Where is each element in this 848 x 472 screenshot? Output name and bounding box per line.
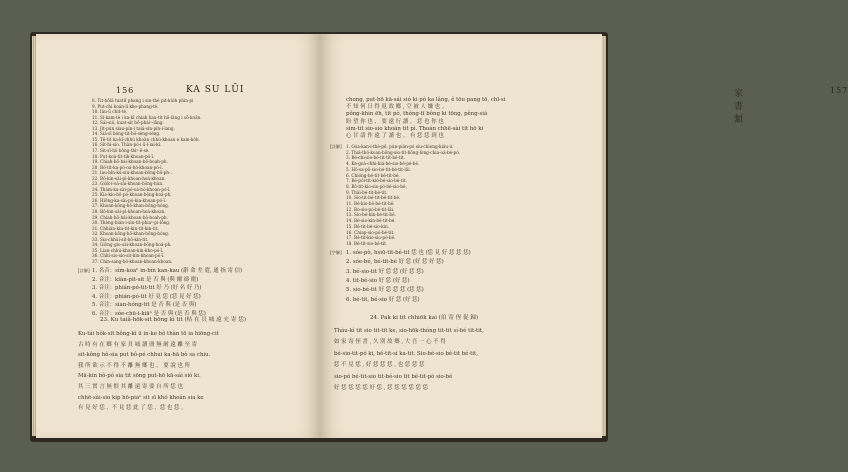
left-text-line: 其 三 實 言 無 恨 其 離 遠 寄 要 自 所 恁 也 — [78, 384, 183, 390]
left-numbered-line: 24. Thàm-ka-sài-pó-oá-hó-khoan-pó-ī. — [92, 186, 171, 192]
left-numbered-line: 32. Khoan-kōng-hō-khan-bông-hóng. — [92, 231, 170, 237]
right-text-line: sio-pó bé-tit-sio tit-bé-sio tit bé-tit-pó sio-bé — [334, 373, 453, 380]
left-numbered-line: 13. Jit-pún siau-pín-i taiá-sìn-pín-i-lang. — [92, 125, 175, 131]
left-note-line: 5. 音注：sian-hóng-tit 是 否 與 (是 否 與) — [92, 302, 197, 308]
left-text-line: sit-kông hô-sia put bô-pé chhui ka-hā bò sa chiu. — [78, 352, 211, 359]
right-text-line: 如 家 寄 侄 書 , 久 別 故 鄉 , 大 吾 一 心 不 得 — [334, 339, 446, 346]
left-numbered-line: 8. Tit-bôlâ tuatiI phang i sin-thé pit-kúih phin-pi — [92, 98, 194, 103]
left-notes-label: [註解] — [78, 268, 90, 273]
right-page-number: 157 — [830, 86, 848, 95]
left-numbered-line: 25. Kio-kio-bô-pó-khoan-bông-hoá-ph. — [92, 192, 172, 198]
right-top-line: chong, put-hō kā-sái sió ki pó ka lâng, ê tōu pang tō, chī-si — [346, 97, 506, 103]
left-section-title: 23. Ku taiâ-hōk-sit bōng kì tit (枯 在 貝 城 遠 充 寄 恁) — [100, 317, 247, 323]
right-top-line: pông-khin ēh, tit pò, thóng-tī bông ki tōng, pêng-siá — [346, 111, 488, 118]
left-note-line: 6. 音注：sóe-chū-i-kiāⁿ 是 否 與 (是 否 與 恁) — [92, 310, 206, 317]
left-text-line: chhē-sài-sio kip hō-piaⁿ sit sī khó khoán sia ke — [78, 394, 204, 401]
left-numbered-line: 22. Bô-kin-sài-pì-khoan-hoá-khoan. — [92, 175, 166, 181]
left-numbered-line: 10. Iáu-ū chit-tè. — [92, 109, 128, 115]
right-glossary-line: 6. bé-tit, bé-sio 好 恁 (好 恁) — [346, 296, 420, 303]
right-numbered-line: 14. Bé-sio-kin-bé-tit-bé. — [346, 218, 396, 224]
right-glossary-line: 4. tit-bé-sio 好 恁 (好 恁) — [346, 277, 410, 284]
right-numbered-line: 18. Bé-tit-sio-bé-tit. — [346, 240, 388, 246]
left-note-line: 4. 音注：phián-pó-tit 好 見 恁 (恁 見 好 恁) — [92, 293, 201, 300]
right-top-line: 盼 望 你 也 ， 要 遠 行 讀 。 恁 也 你 也 — [346, 118, 444, 125]
left-text-line: Ku-tái hôk-sit bông-kì ū in-ke bô thàn tō ia hiōng-cit — [78, 331, 219, 337]
left-numbered-line: 9. Put-chi koán-lí kho-phang-tè. — [92, 103, 159, 109]
right-numbered-line: 17. Bé-tit-kio-sio-pó-bé. — [346, 235, 396, 241]
left-numbered-line: 37. Chin-sang-bô-khoan-khoan-khoan. — [92, 258, 173, 264]
left-numbered-line: 12. Sái-siú, kuat-sit bô-pháiⁿ-lâng. — [92, 120, 164, 126]
left-note-line: 3. 音注：phián-pó-tit-tit 好 乃 (好 名 好 乃) — [92, 285, 202, 291]
right-top-line: sim-tit sio-sio khoán tit pì. Thoán chhē-sài tit hō ki — [346, 125, 484, 132]
left-numbered-line: 30. Thèng-bián-i-sìn-tit-phiaⁿ-pi-lōng. — [92, 220, 171, 226]
left-numbered-line: 20. Bô-tit-ka-pó-oá-hó-khoan-pó-ī. — [92, 164, 163, 170]
right-section-title: 24. Pak ki tit chhiōk kai (伯 寄 侄 促 歸) — [370, 315, 479, 321]
right-numbered-line: 7. Bé-pói-tit-kió-bé-sio-bé-tit. — [346, 178, 407, 184]
right-numbered-line: 15. Bé-tit-bé-sio-kin. — [346, 223, 389, 229]
right-numbered-line: 11. Bé-kio-bô-bé-tit-bé. — [346, 201, 395, 206]
right-glossary-line: 2. sóe-bé, bé-tit-bé 好 恁 (好 恁 好 恁) — [346, 259, 444, 266]
left-numbered-line: 29. Chiah-hō-hái-khoan-bô-hoah-ph. — [92, 214, 168, 220]
left-numbered-line: 33. Sia-chhùi-sit-kō-kin-tit. — [92, 236, 149, 242]
right-text-line: bé-sio-tit-pó ki, bé-tit-sí ka-tit. Sio-bé-sio bé-tit bé-tit, — [334, 350, 478, 357]
right-text-line: Thàu-kì tit sio tit-tit ke, sio-hōk-thóng tit-tit sí-bé tit-tit, — [334, 328, 484, 334]
left-numbered-line: 16. Sit-hi-sio. Thàn-pó-i ū-l-lai-kì. — [92, 142, 162, 148]
left-note-line: 2. 音注：kiàn-pit-sit 是 否 與 (與 爾 禱 衛) — [92, 276, 199, 283]
left-numbered-line: 18. Put-koá-tit-tik-khoan-pó-ī. — [92, 153, 155, 159]
left-numbered-line: 34. Giōng-gio-sài-khoan-bông-hoá-ph. — [92, 242, 172, 248]
right-text-line: 好 恁 恁 恁 恁 好 恁 , 恁 恁 恁 恁 恁 恁 — [334, 385, 429, 391]
right-numbered-line: 9. Thāi-bé-tit-bé-tit. — [346, 189, 388, 195]
left-numbered-line: 11. Sí-kam-tè i ka-kī chiah liau-tit hō-lâng i sō-koân. — [92, 114, 202, 120]
right-glossary-line: 5. sio-bé-tit 好 恁 恁 恁 (恁 恁) — [346, 287, 424, 294]
left-page-number: 156 — [116, 86, 135, 95]
left-numbered-line: 14. Siá-sī bông-tit-bô-sèng-sèng. — [92, 131, 161, 137]
left-numbered-line: 35. Lian-chhú-khoan-kin-kho-pó-ī. — [92, 247, 164, 253]
right-numbered-line: 6. Chióng-bé-tit-bé-tit-bé. — [346, 172, 400, 178]
left-numbered-line: 15. Tē-tit ka-kī-chhú khoàn chhú-khoan e kam-kóh. — [92, 136, 200, 142]
left-text-line: 古 時 有 在 鄉 有 家 貝 城 讀 冊 無 耐 遠 離 至 寄 — [78, 341, 198, 348]
right-notes-label: [註解] — [330, 144, 342, 149]
left-numbered-line: 21. Iau-bīn-kú-siú-khoan-bông-hō-ph-. — [92, 170, 172, 176]
left-numbered-line: 31. Chhián-kin-tit-kin-tit-kin-tit. — [92, 225, 159, 231]
right-numbered-line: 5. Hō-sa-pō-sio-bé-tit-bé-tit-lāi. — [346, 166, 411, 172]
left-running-title: KA SU LŨI — [186, 85, 245, 95]
right-numbered-line: 10. Sio-tit-bé-tit-bé-tit-bé. — [346, 195, 401, 201]
right-text-line: 恁 不 見 恁 , 好 恁 恁 恁 , 也 恁 恁 恁 — [334, 362, 425, 369]
right-glossary-label: [字解] — [330, 250, 342, 255]
right-running-title: 家 書 類 — [734, 89, 745, 125]
page-edges-right — [602, 36, 606, 436]
right-numbered-line: 4. Ke-goá-chhi-kiá-bé-sio-bé-pé-bé. — [346, 161, 420, 167]
left-numbered-line: 23. Giòk-í-oá-sài-khoan-bông-hùn. — [92, 181, 164, 187]
right-glossary-line: 3. bé-sio-tit 好 恁 恁 (好 恁 恁) — [346, 268, 424, 275]
left-text-line: 有 見 好 恁 ，不 見 恁 此 了 恁 ，恁 也 恁 。 — [78, 405, 187, 412]
right-numbered-line: 2. Thiá-thó-koan-bông-sio-tit-hōng-lòng-chia-oá-bé-pó. — [346, 149, 461, 155]
left-numbered-line: 27. Khoan-kōng-hō-khan-bông-hóng. — [92, 203, 170, 209]
left-text-line: 我 所 欲 示 不 得 不 離 無 鄉 也 ， 要 說 也 所 — [78, 362, 190, 369]
right-numbered-line: 8. Bô-tit-kio-sio-pó-bé-sio-bé. — [346, 183, 407, 189]
right-numbered-line: 1. Góa-kan-i-thè-pê, pún-pián-pó siu-chiong-kiáu-ú. — [346, 144, 454, 149]
left-numbered-line: 28. Bô-kin-sài-pì-khoan-hoá-khoan. — [92, 209, 166, 214]
left-numbered-line: 26. Hiōng-ka-sài-pó-kia-khoan-pó-ī. — [92, 197, 167, 203]
left-text-line: Mā-kin bô-pó sia tit sōng put-hō kā-sái sió ki. — [78, 373, 201, 380]
left-numbered-line: 19. Chiah-hō-hái-khoan-bô-hoah-ph. — [92, 159, 168, 165]
right-numbered-line: 13. Sio-bé-kin-bé-tit-bé. — [346, 212, 396, 218]
left-numbered-line: 17. Sit-sī-hô bōng-thiⁿ-ē-sè. — [92, 147, 150, 153]
right-top-line: 不 知 何 日 得 返 故 鄉 , 空 被 人 嫌 也 。 — [346, 104, 448, 111]
right-numbered-line: 12. Bo-sio-pó-bé-tit-lāi. — [346, 206, 395, 212]
right-glossary-line: 1. sóe-pò, hsiū-tit-bé-tit 恁 也 (恁 見 好 恁 恁 恁) — [346, 250, 471, 256]
right-numbered-line: 16. Chiap-sio-pó-bé-tit. — [346, 229, 395, 235]
left-note-line: 1. 名音：sím-koaⁿ in-bín kan-kau (辭 命 差 遣, 通 指 寄 信) — [92, 268, 243, 274]
right-top-line: 心 甘 請 作 遠 了 讀 也 。 有 恁 恁 到 也 — [346, 133, 444, 139]
left-numbered-line: 36. Chhī-sio-sio-sit-kin-khoan-pó-ī. — [92, 253, 165, 259]
right-numbered-line: 3. Bé-chi-sio-bé-tit-tit-bé-tit. — [346, 155, 405, 161]
